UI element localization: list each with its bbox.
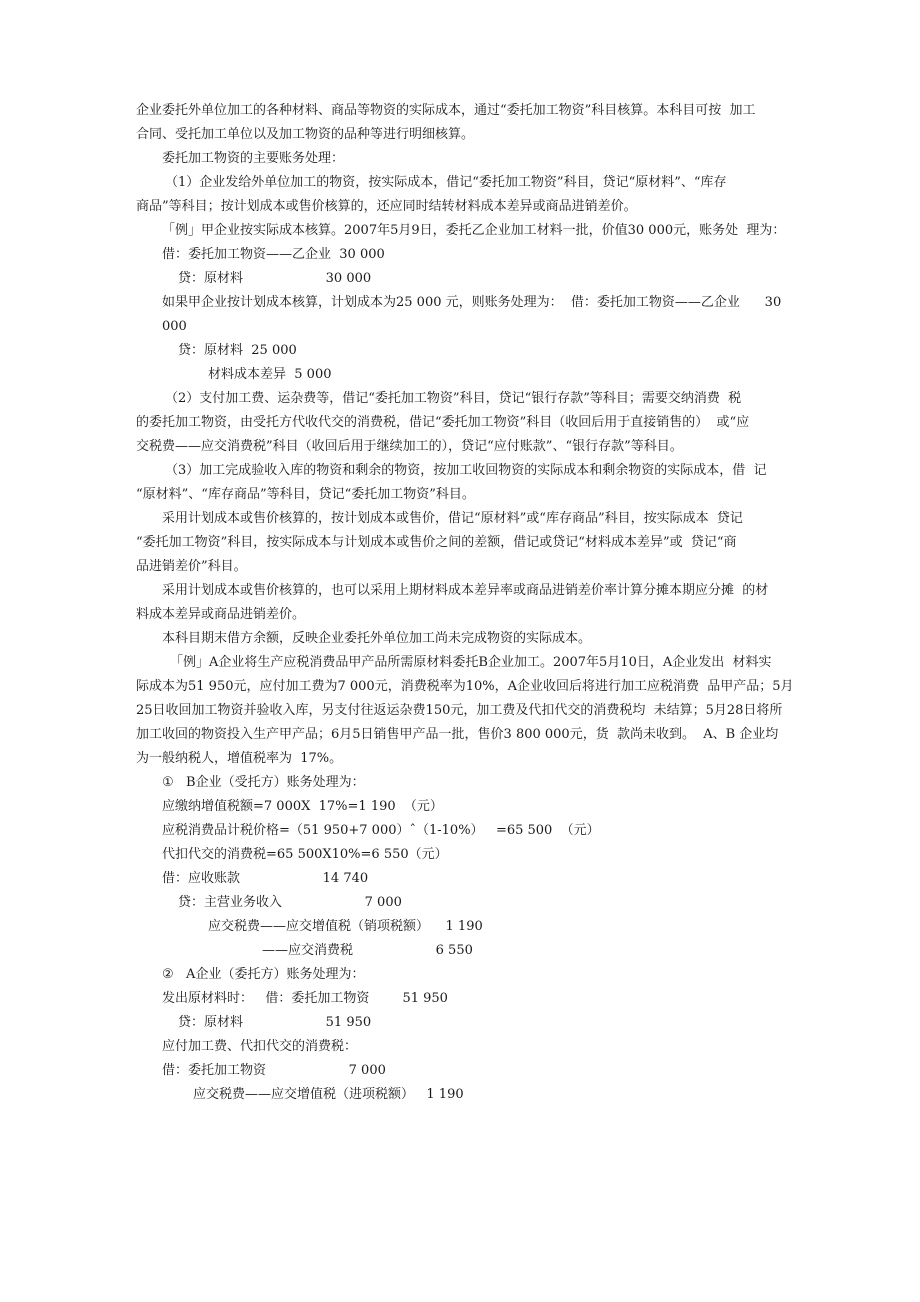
text-line: 应交税费——应交增值税（销项税额） 1 190 xyxy=(208,919,483,934)
text-line: 为一般纳税人，增值税率为 17%。 xyxy=(136,751,343,766)
text-line: 加工收回的物资投入生产甲产品；6月5日销售甲产品一批，售价3 800 000元，货 款尚未收到。 A、B 企业均 xyxy=(136,727,779,742)
text-line: 发出原材料时： 借：委托加工物资 51 950 xyxy=(162,991,448,1006)
text-line: 料成本差异或商品进销差价。 xyxy=(136,607,306,622)
text-line: （3）加工完成验收入库的物资和剩余的物资，按加工收回物资的实际成本和剩余物资的实际成本，借 记 xyxy=(165,463,767,478)
text-line: ——应交消费税 6 550 xyxy=(262,943,473,958)
text-line: 25日收回加工物资并验收入库，另支付往返运杂费150元，加工费及代扣代交的消费税均 未结算；5月28日将所 xyxy=(136,703,783,718)
text-line: ② A企业（委托方）账务处理为： xyxy=(162,967,365,982)
text-line: 商品”等科目；按计划成本或售价核算的，还应同时结转材料成本差异或商品进销差价。 xyxy=(136,199,637,214)
text-line: 的委托加工物资，由受托方代收代交的消费税，借记“委托加工物资”科目（收回后用于直接销售的） 或“应 xyxy=(136,415,750,430)
text-line: 借：委托加工物资——乙企业 30 000 xyxy=(162,247,385,262)
text-line: 贷：原材料 25 000 xyxy=(178,343,297,358)
text-line: 委托加工物资的主要账务处理： xyxy=(162,151,345,166)
text-line: 借：委托加工物资 7 000 xyxy=(162,1063,386,1078)
text-line: 采用计划成本或售价核算的，也可以采用上期材料成本差异率或商品进销差价率计算分摊本期应分摊 的材 xyxy=(162,583,769,598)
text-line: 借：应收账款 14 740 xyxy=(162,871,369,886)
text-line: 本科目期末借方余额，反映企业委托外单位加工尚未完成物资的实际成本。 xyxy=(162,631,592,646)
text-line: 材料成本差异 5 000 xyxy=(208,367,332,382)
text-line: 「例」A企业将生产应税消费品甲产品所需原材料委托B企业加工。2007年5月10日，A企业发出 材料实 xyxy=(170,655,772,670)
text-line: 企业委托外单位加工的各种材料、商品等物资的实际成本，通过“委托加工物资”科目核算。本科目可按 加工 xyxy=(136,103,756,118)
text-line: 「例」甲企业按实际成本核算。2007年5月9日，委托乙企业加工材料一批，价值30 000元，账务处 理为： xyxy=(162,223,786,238)
text-line: 际成本为51 950元，应付加工费为7 000元，消费税率为10%，A企业收回后将进行加工应税消费 品甲产品；5月 xyxy=(136,679,794,694)
text-line: 如果甲企业按计划成本核算，计划成本为25 000 元，则账务处理为： 借：委托加工物资——乙企业 30 xyxy=(162,295,782,310)
text-line: 000 xyxy=(162,319,187,334)
text-line: 合同、受托加工单位以及加工物资的品种等进行明细核算。 xyxy=(136,127,475,142)
text-line: 代扣代交的消费税=65 500X10%=6 550（元） xyxy=(162,847,448,862)
text-line: 应交税费——应交增值税（进项税额） 1 190 xyxy=(193,1087,464,1102)
text-line: “原材料”、“库存商品”等科目，贷记“委托加工物资”科目。 xyxy=(136,487,475,502)
text-line: （2）支付加工费、运杂费等，借记“委托加工物资”科目，贷记“银行存款”等科目；需要交纳消费 税 xyxy=(165,391,742,406)
text-line: “委托加工物资”科目，按实际成本与计划成本或售价之间的差额，借记或贷记“材料成本差异”或 贷记“商 xyxy=(136,535,737,550)
text-line: 贷：原材料 30 000 xyxy=(178,271,372,286)
text-line: （1）企业发给外单位加工的物资，按实际成本，借记“委托加工物资”科目，贷记“原材料”、“库存 xyxy=(165,175,727,190)
text-line: 品进销差价”科目。 xyxy=(136,559,247,574)
text-line: 应税消费品计税价格=（51 950+7 000）ˆ（1-10%） =65 500 （元） xyxy=(162,823,600,838)
text-line: 应付加工费、代扣代交的消费税： xyxy=(162,1039,358,1054)
text-line: 贷：主营业务收入 7 000 xyxy=(178,895,402,910)
text-line: 采用计划成本或售价核算的，按计划成本或售价，借记“原材料”或“库存商品”科目，按实际成本 贷记 xyxy=(162,511,743,526)
text-line: ① B企业（受托方）账务处理为： xyxy=(162,775,365,790)
text-line: 贷：原材料 51 950 xyxy=(178,1015,372,1030)
text-line: 应缴纳增值税额=7 000X 17%=1 190 （元） xyxy=(162,799,443,814)
text-line: 交税费——应交消费税”科目（收回后用于继续加工的），贷记“应付账款”、“银行存款”等科目。 xyxy=(136,439,683,454)
